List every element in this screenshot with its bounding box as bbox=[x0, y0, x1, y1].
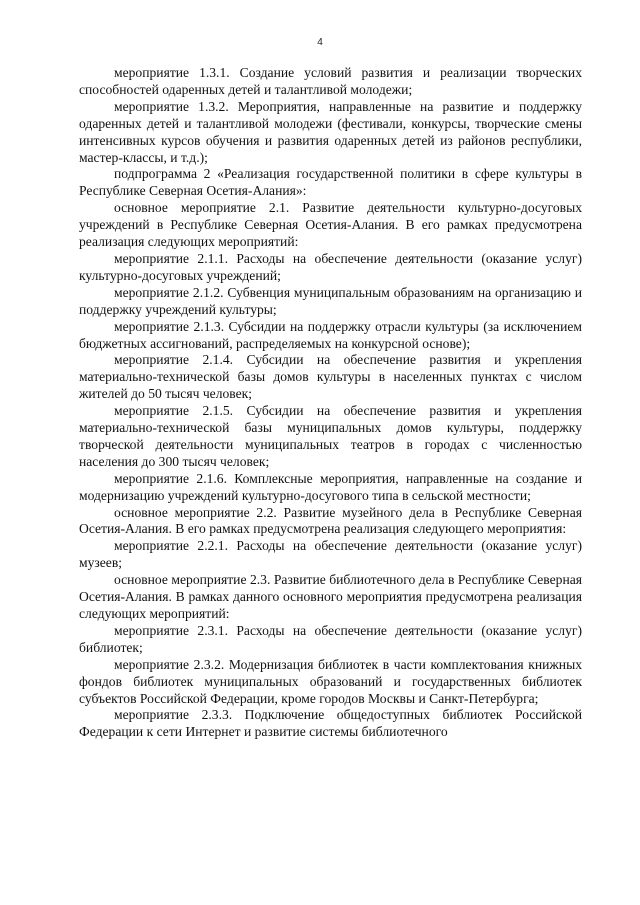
paragraph-2-1-4: мероприятие 2.1.4. Субсидии на обеспечение развития и укрепления материально-технической базы домов культуры в населенных пунктах с числом жителей до 50 тысяч человек; bbox=[79, 352, 582, 402]
paragraph-1-3-2: мероприятие 1.3.2. Мероприятия, направленные на развитие и поддержку одаренных детей и талантливой молодежи (фестивали, конкурсы, творческие смены интенсивных курсов обучения и развития одаренных детей из районов республики, мастер-классы, и т.д.); bbox=[79, 98, 582, 165]
paragraph-2-1-1: мероприятие 2.1.1. Расходы на обеспечение деятельности (оказание услуг) культурно-досуговых учреждений; bbox=[79, 250, 582, 283]
page-number: 4 bbox=[317, 37, 323, 48]
paragraph-2-1-5: мероприятие 2.1.5. Субсидии на обеспечение развития и укрепления материально-технической базы муниципальных домов культуры, поддержку творческой деятельности муниципальных театров в городах с численностью населения до 300 тысяч человек; bbox=[79, 403, 582, 469]
paragraph-main-2-3: основное мероприятие 2.3. Развитие библиотечного дела в Республике Северная Осетия-Алания. В рамках данного основного мероприятия предусмотрена реализация следующих мероприятий: bbox=[79, 572, 582, 621]
document-body bbox=[79, 65, 582, 741]
paragraph-main-2-1: основное мероприятие 2.1. Развитие деятельности культурно-досуговых учреждений в Республике Северная Осетия-Алания. В его рамках предусмотрена реализация следующих мероприятий: bbox=[79, 200, 582, 250]
paragraph-subprogram-2: подпрограмма 2 «Реализация государственной политики в сфере культуры в Республике Северная Осетия-Алания»: bbox=[79, 166, 582, 199]
paragraph-2-1-6: мероприятие 2.1.6. Комплексные мероприятия, направленные на создание и модернизацию учреждений культурно-досугового типа в сельской местности; bbox=[79, 470, 582, 503]
paragraph-2-3-2: мероприятие 2.3.2. Модернизация библиотек в части комплектования книжных фондов библиотек муниципальных образований и государственных библиотек субъектов Российской Федерации, кроме городов Москвы и Санкт-Петербурга; bbox=[79, 656, 582, 706]
paragraph-2-3-1: мероприятие 2.3.1. Расходы на обеспечение деятельности (оказание услуг) библиотек; bbox=[79, 622, 582, 655]
paragraph-1-3-1: мероприятие 1.3.1. Создание условий развития и реализации творческих способностей одаренных детей и талантливой молодежи; bbox=[79, 65, 582, 97]
paragraph-2-3-3: мероприятие 2.3.3. Подключение общедоступных библиотек Российской Федерации к сети Интернет и развитие системы библиотечного bbox=[79, 707, 582, 740]
paragraph-main-2-2: основное мероприятие 2.2. Развитие музейного дела в Республике Северная Осетия-Алания. В его рамках предусмотрена реализация следующего мероприятия: bbox=[79, 504, 582, 537]
paragraph-2-1-3: мероприятие 2.1.3. Субсидии на поддержку отрасли культуры (за исключением бюджетных ассигнований, распределяемых на конкурсной основе); bbox=[79, 318, 582, 351]
paragraph-2-2-1: мероприятие 2.2.1. Расходы на обеспечение деятельности (оказание услуг) музеев; bbox=[79, 538, 582, 571]
paragraph-2-1-2: мероприятие 2.1.2. Субвенция муниципальным образованиям на организацию и поддержку учреждений культуры; bbox=[79, 284, 582, 317]
